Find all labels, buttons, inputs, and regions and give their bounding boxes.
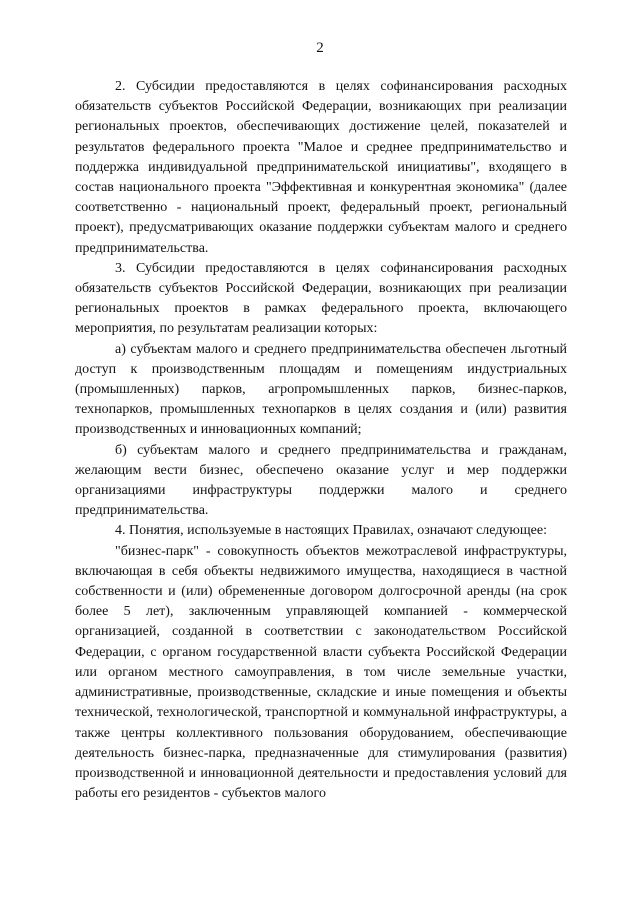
subparagraph-b: б) субъектам малого и среднего предпринимательства и гражданам, желающим вести бизнес, обеспечено оказание услуг и мер поддержки организациями инфраструктуры поддержки малого и среднего предпринимательства. bbox=[75, 442, 567, 519]
page-number: 2 bbox=[316, 40, 324, 56]
paragraph-3-subsidies-purpose: 3. Субсидии предоставляются в целях софинансирования расходных обязательств субъектов Российской Федерации, возникающих при реализации региональных проектов в рамках федерального проекта, включающего мероприятия, по результатам реализации которых: bbox=[75, 260, 567, 337]
paragraph-4-definitions: 4. Понятия, используемые в настоящих Правилах, означают следующее: bbox=[115, 523, 547, 539]
definition-business-park: "бизнес-парк" - совокупность объектов межотраслевой инфраструктуры, включающая в себя объекты недвижимого имущества, находящиеся в частной собственности и (или) обремененные договором долгосрочной аренды (на срок более 5 лет), заключенным управляющей компанией - коммерческой организацией, созданной в соответствии с законодательством Российской Федерации, с органом государственной власти субъекта Российской Федерации или органом местного самоуправления, в том числе земельные участки, административные, производственные, складские и иные помещения и объекты технической, технологической, транспортной и коммунальной инфраструктуры, а также центры коллективного пользования оборудованием, обеспечивающие деятельность бизнес-парка, предназначенные для стимулирования (развития) производственной и инновационной деятельности и предоставления условий для работы его резидентов - субъектов малого bbox=[75, 543, 567, 802]
subparagraph-a: а) субъектам малого и среднего предпринимательства обеспечен льготный доступ к производственным площадям и помещениям индустриальных (промышленных) парков, агропромышленных парков, бизнес-парков, технопарков, промышленных технопарков в целях создания и (или) развития производственных и инновационных компаний; bbox=[75, 341, 567, 438]
paragraph-2-subsidies-purpose: 2. Субсидии предоставляются в целях софинансирования расходных обязательств субъектов Российской Федерации, возникающих при реализации региональных проектов, обеспечивающих достижение целей, показателей и результатов федерального проекта "Малое и среднее предпринимательство и поддержка индивидуальной предпринимательской инициативы", входящего в состав национального проекта "Эффективная и конкурентная экономика" (далее соответственно - национальный проект, федеральный проект, региональный проект), предусматривающих оказание поддержки субъектам малого и среднего предпринимательства. bbox=[75, 79, 567, 256]
document-body bbox=[75, 77, 567, 804]
